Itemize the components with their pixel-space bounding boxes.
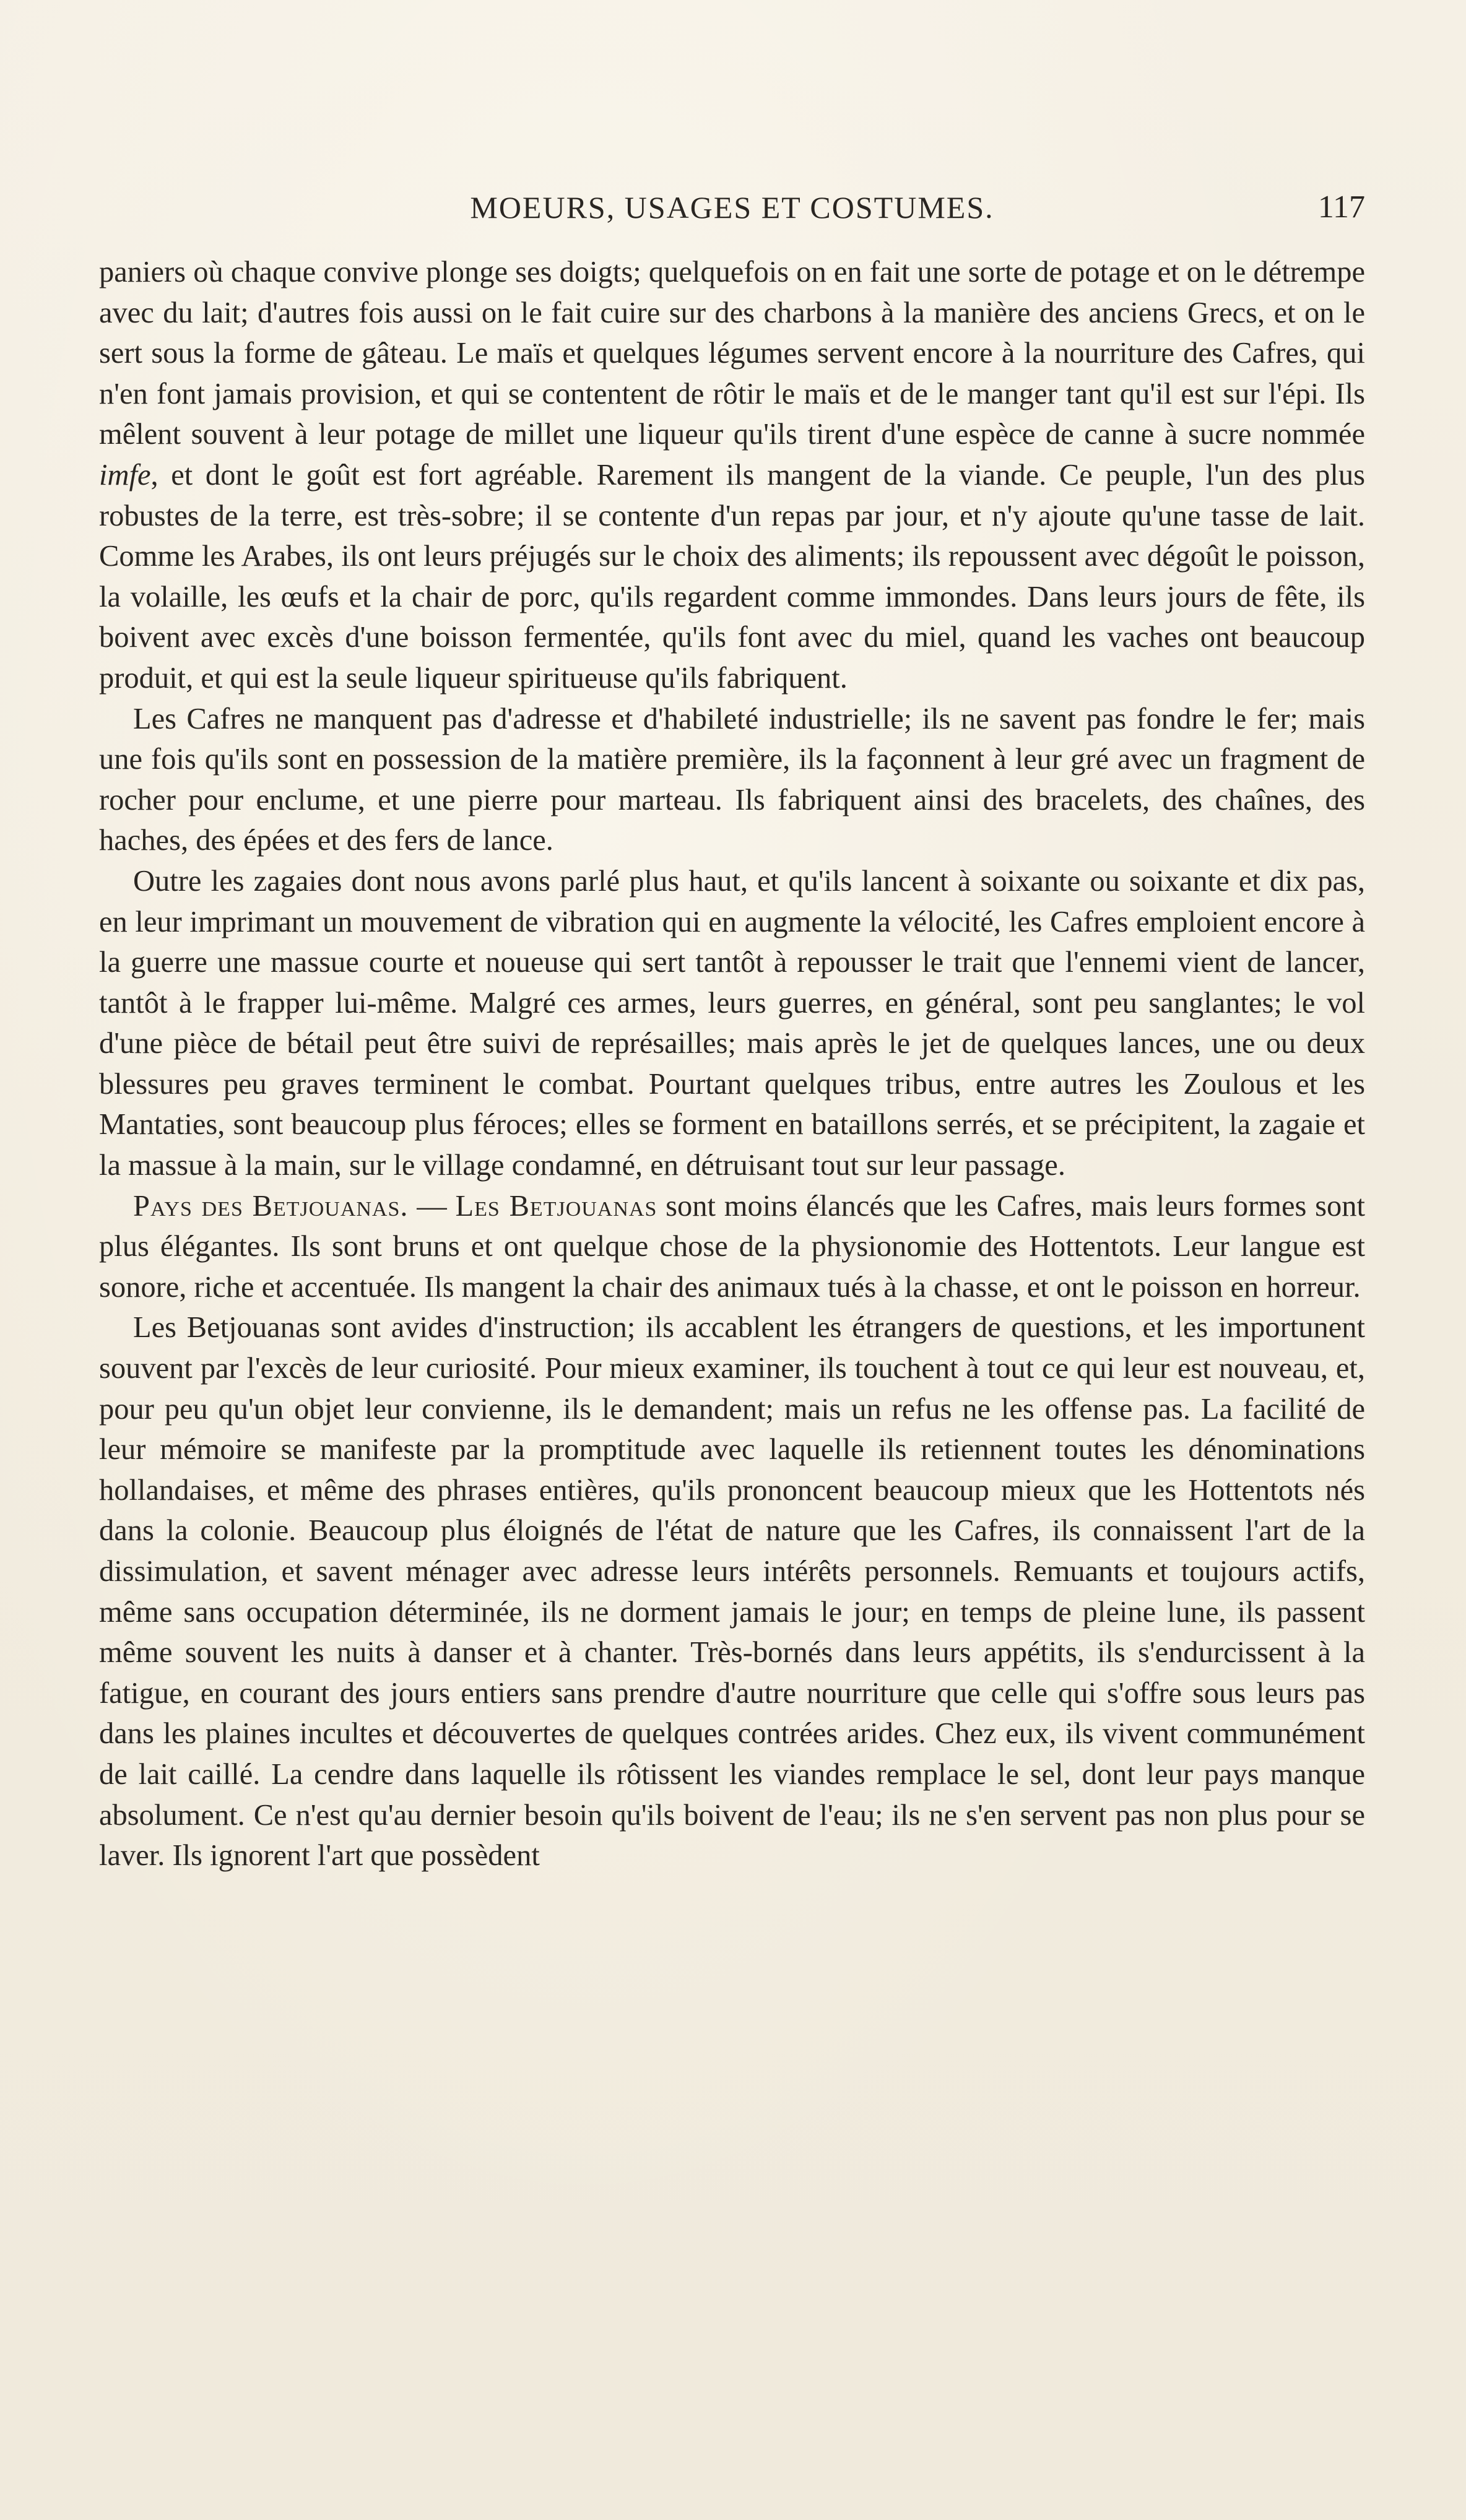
- paragraph-1-text-b: , et dont le goût est fort agréable. Rarement ils mangent de la viande. Ce peuple, l'un des plus robustes de la terre, est très-sobre; il se contente d'un repas par jour, et n'y ajoute qu'une tasse de lait. Comme les Arabes, ils ont leurs préjugés sur le choix des aliments; ils repoussent avec dégoût le poisson, la volaille, les œufs et la chair de porc, qu'ils regardent comme immondes. Dans leurs jours de fête, ils boivent avec excès d'une boisson fermentée, qu'ils font avec du miel, quand les vaches ont beaucoup produit, et qui est la seule liqueur spiritueuse qu'ils fabriquent.: [99, 458, 1365, 695]
- paragraph-4: [99, 1186, 1365, 1308]
- paragraph-2: Les Cafres ne manquent pas d'adresse et d'habileté industrielle; ils ne savent pas fondre le fer; mais une fois qu'ils sont en possession de la matière première, ils la façonnent à leur gré avec un fragment de rocher pour enclume, et une pierre pour marteau. Ils fabriquent ainsi des bracelets, des chaînes, des haches, des épées et des fers de lance.: [99, 702, 1365, 857]
- section-heading: Pays des Betjouanas.: [133, 1189, 409, 1223]
- running-title: MOEURS, USAGES ET COSTUMES.: [470, 190, 994, 225]
- paragraph-1-text-a: paniers où chaque convive plonge ses doigts; quelquefois on en fait une sorte de potage et on le détrempe avec du lait; d'autres fois aussi on le fait cuire sur des charbons à la manière des anciens Grecs, et on le sert sous la forme de gâteau. Le maïs et quelques légumes servent encore à la nourriture des Cafres, qui n'en font jamais provision, et qui se contentent de rôtir le maïs et de le manger tant qu'il est sur l'épi. Ils mêlent souvent à leur potage de millet une liqueur qu'ils tirent d'une espèce de canne à sucre nommée: [99, 256, 1365, 451]
- page-header: [99, 186, 1365, 229]
- page-number: 117: [1317, 189, 1365, 225]
- heading-dash: —: [408, 1189, 456, 1223]
- people-name: Les Betjouanas: [455, 1189, 657, 1223]
- paragraph-3: Outre les zagaies dont nous avons parlé plus haut, et qu'ils lancent à soixante ou soixante et dix pas, en leur imprimant un mouvement de vibration qui en augmente la vélocité, les Cafres emploient encore à la guerre une massue courte et noueuse qui sert tantôt à repousser le trait que l'ennemi vient de lancer, tantôt à le frapper lui-même. Malgré ces armes, leurs guerres, en général, sont peu sanglantes; le vol d'une pièce de bétail peut être suivi de représailles; mais après le jet de quelques lances, une ou deux blessures peu graves terminent le combat. Pourtant quelques tribus, entre autres les Zoulous et les Mantaties, sont beaucoup plus féroces; elles se forment en bataillons serrés, et se précipitent, la zagaie et la massue à la main, sur le village condamné, en détruisant tout sur leur passage.: [99, 864, 1365, 1182]
- paragraph-4-text: sont moins élancés que les Cafres, mais leurs formes sont plus élégantes. Ils sont bruns et ont quelque chose de la physionomie des Hottentots. Leur langue est sonore, riche et accentuée. Ils mangent la chair des animaux tués à la chasse, et ont le poisson en horreur.: [99, 1189, 1366, 1304]
- paragraph-1: [99, 252, 1365, 699]
- body-text: [99, 252, 1365, 1876]
- italic-term-imfe: imfe: [99, 458, 151, 491]
- paragraph-5: Les Betjouanas sont avides d'instruction; ils accablent les étrangers de questions, et les importunent souvent par l'excès de leur curiosité. Pour mieux examiner, ils touchent à tout ce qui leur est nouveau, et, pour peu qu'un objet leur convienne, ils le demandent; mais un refus ne les offense pas. La facilité de leur mémoire se manifeste par la promptitude avec laquelle ils retiennent toutes les dénominations hollandaises, et même des phrases entières, qu'ils prononcent beaucoup mieux que les Hottentots nés dans la colonie. Beaucoup plus éloignés de l'état de nature que les Cafres, ils connaissent l'art de la dissimulation, et savent ménager avec adresse leurs intérêts personnels. Remuants et toujours actifs, même sans occupation déterminée, ils ne dorment jamais le jour; en temps de pleine lune, ils passent même souvent les nuits à danser et à chanter. Très-bornés dans leurs appétits, ils s'endurcissent à la fatigue, en courant des jours entiers sans prendre d'autre nourriture que celle qui s'offre sous leurs pas dans les plaines incultes et découvertes de quelques contrées arides. Chez eux, ils vivent communément de lait caillé. La cendre dans laquelle ils rôtissent les viandes remplace le sel, dont leur pays manque absolument. Ce n'est qu'au dernier besoin qu'ils boivent de l'eau; ils ne s'en servent pas non plus pour se laver. Ils ignorent l'art que possèdent: [99, 1311, 1365, 1873]
